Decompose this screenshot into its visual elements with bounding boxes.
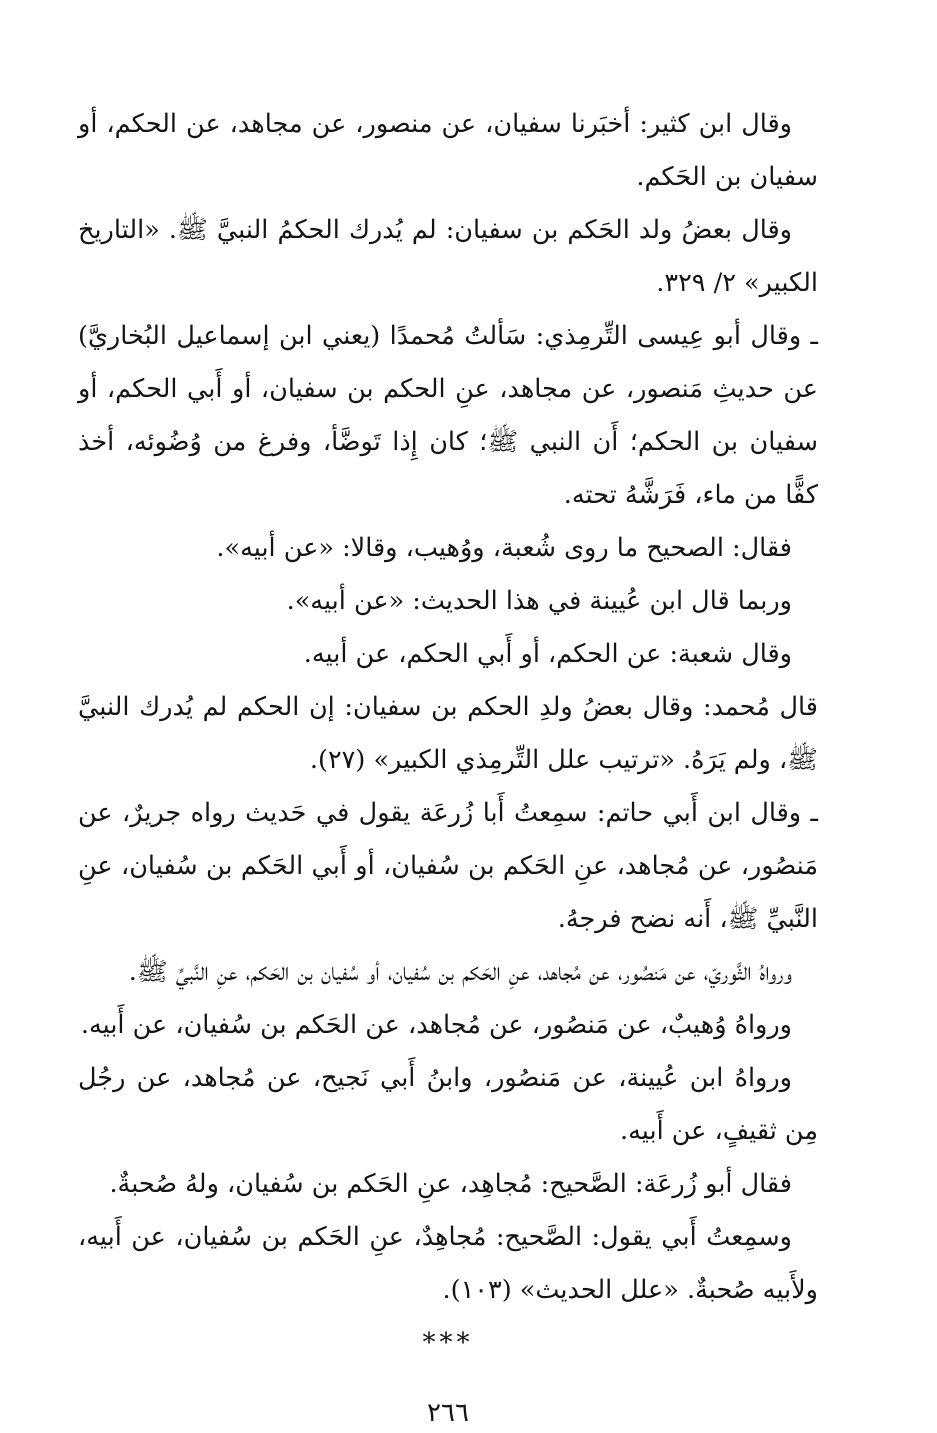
paragraph-ibn-kathir: وقال ابن كثير: أخبَرنا سفيان، عن منصور، عن مجاهد، عن الحكم، أو سفيان بن الحَكم.	[78, 109, 818, 192]
paragraph-bukhari-answer: فقال: الصحيح ما روى شُعبة، ووُهيب، وقالا: «عن أبيه».	[216, 533, 792, 563]
paragraph-wuhayb: ورواهُ وُهيبٌ، عن مَنصُور، عن مُجاهد، عن الحَكم بن سُفيان، عن أَبيه.	[80, 1010, 792, 1040]
paragraph-shuba: وقال شعبة: عن الحكم، أو أَبي الحكم، عن أبيه.	[303, 639, 792, 669]
paragraph-ibn-uyayna: وربما قال ابن عُيينة في هذا الحديث: «عن أبيه».	[286, 586, 792, 616]
paragraph-tirmidhi-question: ـ وقال أبو عِيسى التِّرمِذي: سَألتُ مُحمدًا (يعني ابن إسماعيل البُخاريَّ) عن حديثِ مَنصور، عن مجاهد، عنِ الحكم بن سفيان، أو أَبي الحكم، أو سفيان بن الحكم؛ أَن النبي ﷺ؛ كان إِذا تَوضَّأ، وفرغ من وُضُوئه، أخذ كفًّا من ماء، فَرَشَّهُ تحته.	[78, 321, 818, 510]
paragraph-ibn-uyayna-thaqif: ورواهُ ابن عُيينة، عن مَنصُور، وابنُ أَبي نَجيح، عن مُجاهد، عن رجُل مِن ثقيفٍ، عن أَبيه.	[78, 1063, 818, 1146]
paragraph-muhammad-tartib: قال مُحمد: وقال بعضُ ولدِ الحكم بن سفيان: إن الحكم لم يُدرك النبيَّ ﷺ، ولم يَرَهُ. «ترتيب علل التِّرمِذي الكبير» (٢٧).	[78, 692, 818, 775]
page-number: ٢٦٦	[427, 1398, 469, 1428]
paragraph-thawri: ورواهُ الثَّوريّ، عن مَنصُور، عن مُجاهد، عنِ الحَكم بن سُفيان، أو سُفيان بن الحَكم، عنِ النَّبيِّ ﷺ.	[128, 957, 792, 987]
page-body	[78, 98, 818, 1433]
paragraph-abi-hatim-verdict: وسمِعتُ أَبي يقول: الصَّحيح: مُجاهِدٌ، عنِ الحَكم بن سُفيان، عن أَبيه، ولأَبيه صُحبةٌ. «علل الحديث» (١٠٣).	[78, 1222, 818, 1305]
paragraph-al-tarikh-al-kabir: وقال بعضُ ولد الحَكم بن سفيان: لم يُدرك الحكمُ النبيَّ ﷺ. «التاريخ الكبير» ٢/ ٣٢٩.	[78, 215, 818, 298]
section-separator: ***	[422, 1328, 474, 1358]
paragraph-ibn-abi-hatim: ـ وقال ابن أَبي حاتم: سمِعتُ أَبا زُرعَة يقول في حَديث رواه جريرٌ، عن مَنصُور، عن مُجاهد، عنِ الحَكم بن سُفيان، أو أَبي الحَكم بن سُفيان، عنِ النَّبيِّ ﷺ، أَنه نضح فرجهُ.	[78, 798, 818, 934]
paragraph-abu-zura-verdict: فقال أبو زُرعَة: الصَّحيح: مُجاهِد، عنِ الحَكم بن سُفيان، ولهُ صُحبةٌ.	[109, 1169, 792, 1199]
